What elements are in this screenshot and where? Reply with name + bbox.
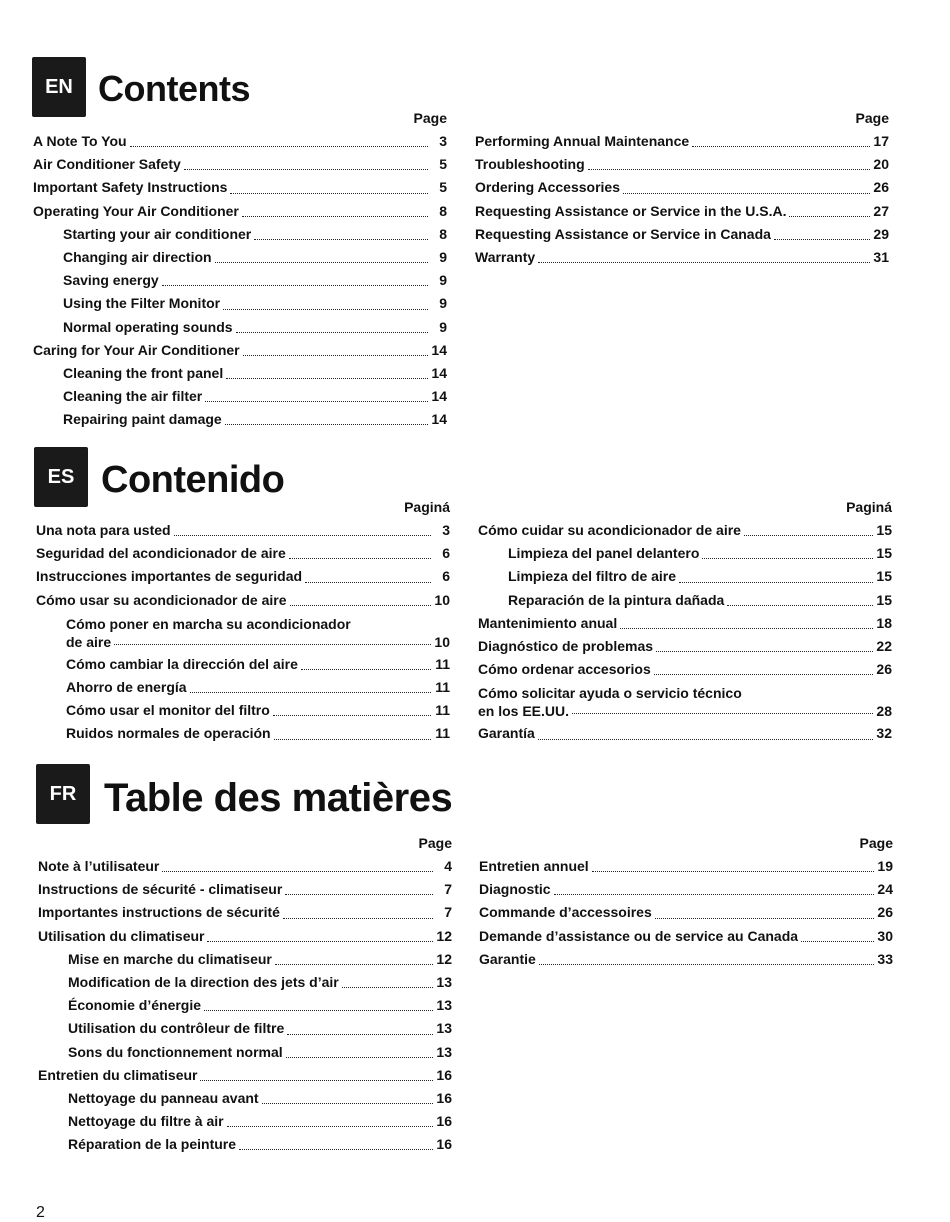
toc-entry-label: Cómo poner en marcha su acondicionador: [66, 615, 351, 632]
toc-entry-page: 11: [435, 678, 450, 695]
toc-entry-label: Économie d’énergie: [68, 997, 202, 1014]
toc-entry[interactable]: [38, 971, 452, 994]
toc-entry[interactable]: [38, 1041, 452, 1064]
toc-entry-label: Commande d’accessoires: [479, 904, 652, 921]
toc-entry-label: Modification de la direction des jets d’air: [68, 973, 339, 990]
toc-entry-page: 16: [436, 1089, 452, 1106]
toc-entry-label: Cómo ordenar accesorios: [478, 661, 651, 678]
toc-entry-page: 32: [876, 725, 892, 742]
toc-entry-line2: [478, 702, 892, 720]
toc-entry[interactable]: [36, 653, 450, 676]
section-title-en: Contents: [98, 68, 250, 109]
dot-leader: [283, 918, 433, 919]
dot-leader: [130, 146, 428, 147]
toc-entry[interactable]: [36, 676, 450, 699]
toc-entry-label: Garantie: [479, 950, 536, 967]
dot-leader: [654, 674, 873, 675]
badge-text: EN: [45, 75, 73, 98]
toc-entry[interactable]: [475, 200, 889, 223]
dot-leader: [588, 169, 870, 170]
toc-entry-label: Cómo cambiar la dirección del aire: [66, 655, 298, 672]
toc-entry[interactable]: [33, 130, 447, 153]
dot-leader: [243, 355, 428, 356]
toc-entry-label: Saving energy: [63, 272, 159, 289]
toc-entry-label: Cómo usar el monitor del filtro: [66, 702, 270, 719]
dot-leader: [236, 332, 428, 333]
toc-entry[interactable]: [36, 722, 450, 745]
toc-entry[interactable]: [478, 542, 892, 565]
toc-entry[interactable]: [478, 658, 892, 681]
toc-entry-label: Repairing paint damage: [63, 411, 222, 428]
dot-leader: [692, 146, 870, 147]
toc-entry-label: Limpieza del panel delantero: [508, 545, 700, 562]
toc-entry-page: 12: [436, 950, 452, 967]
toc-entry-page: 26: [873, 179, 889, 196]
toc-entry-label: Utilisation du climatiseur: [38, 927, 205, 944]
toc-entry[interactable]: [479, 855, 893, 878]
language-badge-es: [34, 447, 88, 507]
toc-entry[interactable]: [478, 612, 892, 635]
toc-entry[interactable]: [478, 589, 892, 612]
dot-leader: [679, 582, 873, 583]
toc-entry[interactable]: [479, 948, 893, 971]
dot-leader: [254, 239, 428, 240]
toc-entry-page: 7: [444, 904, 452, 921]
toc-entry-page: 19: [877, 858, 893, 874]
dot-leader: [287, 1034, 433, 1035]
toc-entry-page: 12: [436, 927, 452, 944]
toc-entry[interactable]: [475, 130, 889, 153]
toc-entry-page: 5: [439, 179, 447, 196]
dot-leader: [290, 605, 431, 606]
toc-entry-page: 17: [873, 133, 889, 149]
toc-entry-page: 4: [444, 858, 452, 874]
dot-leader: [200, 1080, 433, 1081]
dot-leader: [572, 713, 873, 714]
dot-leader: [162, 871, 433, 872]
badge-text: FR: [49, 782, 77, 805]
toc-entry[interactable]: [38, 925, 452, 948]
toc-entry-page: 11: [435, 725, 450, 742]
dot-leader: [342, 987, 433, 988]
toc-entry[interactable]: [38, 855, 452, 878]
toc-entry-label: Diagnóstico de problemas: [478, 637, 654, 654]
toc-entry[interactable]: [33, 176, 447, 199]
page-column-header: Page: [413, 110, 447, 126]
dot-leader: [539, 964, 874, 965]
toc-column-right-en: [475, 110, 889, 269]
toc-entry[interactable]: [33, 339, 447, 362]
toc-entry[interactable]: [38, 948, 452, 971]
toc-entry-label: Operating Your Air Conditioner: [33, 202, 239, 219]
dot-leader: [223, 309, 428, 310]
toc-entry[interactable]: [33, 316, 447, 339]
toc-entry-page: 27: [873, 202, 889, 219]
toc-entry[interactable]: [38, 1110, 452, 1133]
toc-entry-label: Entretien du climatiseur: [38, 1066, 198, 1083]
page-column-header: Page: [418, 835, 452, 851]
toc-entry[interactable]: [36, 542, 450, 565]
toc-entry-page: 14: [431, 388, 447, 405]
dot-leader: [114, 644, 431, 645]
toc-entry-label: Changing air direction: [63, 248, 212, 265]
dot-leader: [656, 651, 873, 652]
toc-entry[interactable]: [478, 565, 892, 588]
toc-entry-label: Limpieza del filtro de aire: [508, 568, 677, 585]
toc-entry-page: 31: [873, 248, 889, 265]
toc-entry-label: Entretien annuel: [479, 858, 589, 874]
dot-leader: [204, 1010, 433, 1011]
toc-entry[interactable]: [479, 901, 893, 924]
toc-entry-label: Mantenimiento anual: [478, 614, 618, 631]
dot-leader: [538, 262, 870, 263]
toc-entry-page: 15: [876, 591, 892, 608]
toc-entry-label: Demande d’assistance ou de service au Canada: [479, 927, 799, 944]
dot-leader: [239, 1149, 433, 1150]
toc-entry-label: Ruidos normales de operación: [66, 725, 271, 742]
toc-entry-page: 13: [436, 997, 452, 1014]
toc-entry-page: 15: [876, 522, 892, 538]
dot-leader: [655, 918, 874, 919]
dot-leader: [262, 1103, 433, 1104]
toc-entry-page: 11: [435, 702, 450, 719]
dot-leader: [225, 424, 428, 425]
toc-entry[interactable]: [38, 1064, 452, 1087]
toc-entry[interactable]: [38, 878, 452, 901]
page-column-header: Page: [855, 110, 889, 126]
dot-leader: [184, 169, 428, 170]
toc-entry-page: 24: [877, 881, 893, 898]
toc-entry-label: Seguridad del acondicionador de aire: [36, 545, 286, 562]
toc-entry-label: Una nota para usted: [36, 522, 171, 538]
toc-entry[interactable]: [36, 699, 450, 722]
dot-leader: [554, 894, 874, 895]
toc-entry[interactable]: [33, 385, 447, 408]
toc-entry[interactable]: [33, 223, 447, 246]
toc-entry-page: 15: [876, 545, 892, 562]
section-title-fr: Table des matières: [104, 776, 453, 820]
toc-entry-page: 30: [877, 927, 893, 944]
toc-entry-page: 16: [436, 1066, 452, 1083]
toc-entry-page: 9: [439, 272, 447, 289]
dot-leader: [702, 558, 873, 559]
dot-leader: [190, 692, 431, 693]
dot-leader: [289, 558, 431, 559]
toc-entry-label: Reparación de la pintura dañada: [508, 591, 725, 608]
toc-entry-page: 3: [439, 133, 447, 149]
dot-leader: [727, 605, 873, 606]
toc-entry-page: 13: [436, 973, 452, 990]
dot-leader: [305, 582, 431, 583]
badge-text: ES: [47, 465, 75, 488]
toc-entry-page: 26: [877, 904, 893, 921]
toc-entry[interactable]: [33, 246, 447, 269]
toc-entry-label: Warranty: [475, 248, 536, 265]
dot-leader: [162, 285, 428, 286]
toc-entry-label: Instructions de sécurité - climatiseur: [38, 881, 283, 898]
toc-entry-label: Note à l’utilisateur: [38, 858, 160, 874]
toc-entry-page: 22: [876, 637, 892, 654]
toc-entry-label: Réparation de la peinture: [68, 1136, 237, 1153]
dot-leader: [538, 739, 873, 740]
toc-entry-label: Nettoyage du panneau avant: [68, 1089, 259, 1106]
toc-entry[interactable]: [478, 519, 892, 542]
dot-leader: [623, 193, 870, 194]
toc-entry-page: 9: [439, 318, 447, 335]
toc-entry-page: 6: [442, 545, 450, 562]
toc-entry-page: 18: [876, 614, 892, 631]
toc-entry-label: Ahorro de energía: [66, 678, 187, 695]
dot-leader: [230, 193, 428, 194]
toc-entry-label: Requesting Assistance or Service in the U.S.A.: [475, 202, 787, 219]
toc-entry[interactable]: [478, 722, 892, 745]
toc-entry-label: Importantes instructions de sécurité: [38, 904, 280, 921]
toc-column-right-es: [478, 499, 892, 746]
toc-entry[interactable]: [475, 223, 889, 246]
toc-entry-label: Garantía: [478, 725, 535, 742]
toc-entry-page: 7: [444, 881, 452, 898]
toc-entry-page: 3: [442, 522, 450, 538]
toc-column-left-es: [36, 499, 450, 746]
dot-leader: [207, 941, 433, 942]
toc-entry[interactable]: [475, 246, 889, 269]
toc-entry-page: 26: [876, 661, 892, 678]
toc-entry-page: 14: [431, 364, 447, 381]
toc-entry-page: 13: [436, 1043, 452, 1060]
toc-entry[interactable]: [36, 519, 450, 542]
toc-entry-page: 15: [876, 568, 892, 585]
toc-entry-page: 29: [873, 225, 889, 242]
dot-leader: [273, 715, 431, 716]
toc-entry-page: 10: [434, 591, 450, 608]
toc-entry-page: 6: [442, 568, 450, 585]
toc-entry-line2: [66, 633, 450, 651]
dot-leader: [242, 216, 428, 217]
toc-entry-page: 8: [439, 225, 447, 242]
toc-entry[interactable]: [38, 901, 452, 924]
dot-leader: [801, 941, 874, 942]
toc-entry-label: Caring for Your Air Conditioner: [33, 341, 240, 358]
toc-entry[interactable]: [36, 589, 450, 612]
dot-leader: [226, 378, 428, 379]
toc-entry-page: 16: [436, 1136, 452, 1153]
toc-entry-label: A Note To You: [33, 133, 127, 149]
toc-entry-label: Normal operating sounds: [63, 318, 233, 335]
toc-entry-page: 9: [439, 295, 447, 312]
toc-entry[interactable]: [479, 925, 893, 948]
page-column-header: Paginá: [846, 499, 892, 515]
toc-entry-page: 16: [436, 1113, 452, 1130]
toc-entry[interactable]: [475, 176, 889, 199]
toc-entry-label: Cleaning the air filter: [63, 388, 203, 405]
toc-entry-page: 20: [873, 156, 889, 173]
page-number: 2: [36, 1204, 45, 1221]
dot-leader: [301, 669, 431, 670]
toc-entry-page: 8: [439, 202, 447, 219]
toc-entry-label-continued: de aire: [66, 633, 112, 650]
toc-entry[interactable]: [36, 565, 450, 588]
toc-entry-page: 10: [434, 633, 450, 650]
toc-entry-page: 11: [435, 655, 450, 672]
dot-leader: [789, 216, 870, 217]
toc-entry-label: Utilisation du contrôleur de filtre: [68, 1020, 285, 1037]
toc-entry-label: Air Conditioner Safety: [33, 156, 181, 173]
toc-entry-label: Using the Filter Monitor: [63, 295, 221, 312]
toc-entry[interactable]: [38, 1087, 452, 1110]
toc-entry[interactable]: [479, 878, 893, 901]
toc-column-left-fr: [38, 835, 452, 1156]
dot-leader: [592, 871, 874, 872]
dot-leader: [174, 535, 431, 536]
dot-leader: [205, 401, 428, 402]
toc-entry[interactable]: [478, 635, 892, 658]
toc-entry-label: Starting your air conditioner: [63, 225, 252, 242]
toc-entry[interactable]: [478, 681, 892, 722]
toc-entry[interactable]: [33, 408, 447, 431]
toc-entry-label: Requesting Assistance or Service in Canada: [475, 225, 771, 242]
toc-entry-label: Diagnostic: [479, 881, 551, 898]
dot-leader: [274, 739, 431, 740]
toc-entry-page: 28: [876, 703, 892, 720]
toc-entry-label: Important Safety Instructions: [33, 179, 228, 196]
toc-entry[interactable]: [475, 153, 889, 176]
page-column-header: Paginá: [404, 499, 450, 515]
dot-leader: [275, 964, 433, 965]
toc-entry-page: 5: [439, 156, 447, 173]
toc-entry-page: 33: [877, 950, 893, 967]
toc-column-right-fr: [479, 835, 893, 971]
toc-entry[interactable]: [38, 994, 452, 1017]
toc-entry-label: Cómo cuidar su acondicionador de aire: [478, 522, 741, 538]
page-column-header: Page: [859, 835, 893, 851]
dot-leader: [286, 1057, 433, 1058]
toc-entry-label: Cleaning the front panel: [63, 364, 224, 381]
dot-leader: [620, 628, 873, 629]
dot-leader: [744, 535, 873, 536]
toc-entry[interactable]: [33, 292, 447, 315]
toc-entry-label: Cómo usar su acondicionador de aire: [36, 591, 287, 608]
toc-entry[interactable]: [38, 1133, 452, 1156]
toc-entry-label: Troubleshooting: [475, 156, 585, 173]
toc-entry[interactable]: [33, 200, 447, 223]
toc-entry-label: Sons du fonctionnement normal: [68, 1043, 283, 1060]
dot-leader: [227, 1126, 433, 1127]
language-badge-en: [32, 57, 86, 117]
toc-entry[interactable]: [33, 362, 447, 385]
section-title-es: Contenido: [101, 459, 285, 501]
toc-entry-label: Cómo solicitar ayuda o servicio técnico: [478, 685, 742, 702]
toc-entry-page: 14: [431, 411, 447, 428]
dot-leader: [774, 239, 870, 240]
toc-entry-label: Ordering Accessories: [475, 179, 620, 196]
toc-entry-label: Mise en marche du climatiseur: [68, 950, 272, 967]
toc-entry-label-continued: en los EE.UU.: [478, 703, 570, 720]
dot-leader: [285, 894, 433, 895]
toc-entry-page: 14: [431, 341, 447, 358]
toc-entry-label: Performing Annual Maintenance: [475, 133, 690, 149]
toc-entry-page: 9: [439, 248, 447, 265]
toc-entry[interactable]: [33, 269, 447, 292]
dot-leader: [215, 262, 428, 263]
toc-column-left-en: [33, 110, 447, 431]
toc-entry-label: Instrucciones importantes de seguridad: [36, 568, 303, 585]
toc-entry[interactable]: [36, 612, 450, 653]
toc-entry[interactable]: [38, 1017, 452, 1040]
toc-entry-page: 13: [436, 1020, 452, 1037]
language-badge-fr: [36, 764, 90, 824]
toc-entry-label: Nettoyage du filtre à air: [68, 1113, 224, 1130]
toc-entry[interactable]: [33, 153, 447, 176]
